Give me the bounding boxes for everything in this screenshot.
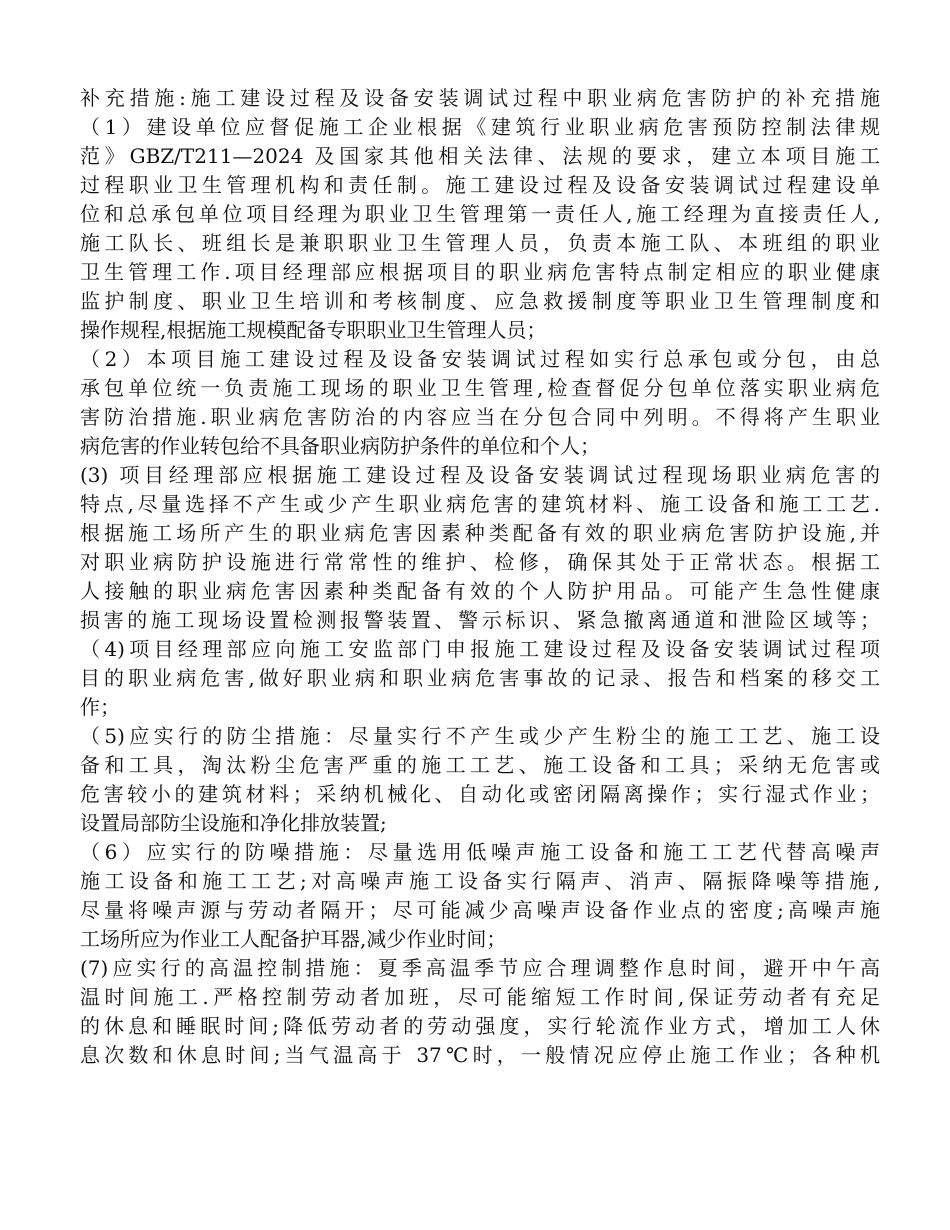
text-line: 施工设备和施工工艺;对高噪声施工设备实行隔声、消声、隔振降噪等措施, [80,869,880,893]
text-line: 损害的施工现场设置检测报警装置、警示标识、紧急撤离通道和泄险区域等； [80,608,880,632]
text-line: 息次数和休息时间;当气温高于 37℃时，一般情况应停止施工作业；各种机 [80,1043,880,1067]
text-line: 范》GBZ/T211—2024 及国家其他相关法律、法规的要求，建立本项目施工 [80,144,880,168]
text-line: 补充措施:施工建设过程及设备安装调试过程中职业病危害防护的补充措施 [80,86,880,110]
text-line: （4)项目经理部应向施工安监部门申报施工建设过程及设备安装调试过程项 [80,637,880,661]
text-line: 人接触的职业病危害因素种类配备有效的个人防护用品。可能产生急性健康 [80,579,880,603]
text-line: 监护制度、职业卫生培训和考核制度、应急救援制度等职业卫生管理制度和 [80,289,880,313]
text-line: 的休息和睡眠时间;降低劳动者的劳动强度，实行轮流作业方式，增加工人休 [80,1014,880,1038]
text-line: 备和工具，淘汰粉尘危害严重的施工工艺、施工设备和工具；采纳无危害或 [80,753,880,777]
text-line: 目的职业病危害,做好职业病和职业病危害事故的记录、报告和档案的移交工 [80,666,880,690]
text-line: （5)应实行的防尘措施：尽量实行不产生或少产生粉尘的施工工艺、施工设 [80,724,880,748]
text-line: 病危害的作业转包给不具备职业病防护条件的单位和个人； [80,434,600,458]
text-line: 过程职业卫生管理机构和责任制。施工建设过程及设备安装调试过程建设单 [80,173,880,197]
text-line: 对职业病防护设施进行常常性的维护、检修，确保其处于正常状态。根据工 [80,550,880,574]
document-body [80,84,880,1070]
text-line: 设置局部防尘设施和净化排放装置; [80,811,387,835]
text-line: 危害较小的建筑材料；采纳机械化、自动化或密闭隔离操作；实行湿式作业； [80,782,880,806]
text-line: 根据施工场所产生的职业病危害因素种类配备有效的职业病危害防护设施,并 [80,521,880,545]
text-line: （2）本项目施工建设过程及设备安装调试过程如实行总承包或分包，由总 [80,347,880,371]
text-line: （1）建设单位应督促施工企业根据《建筑行业职业病危害预防控制法律规 [80,115,880,139]
text-line: （6）应实行的防噪措施：尽量选用低噪声施工设备和施工工艺代替高噪声 [80,840,880,864]
text-line: 工场所应为作业工人配备护耳器,减少作业时间； [80,927,507,951]
text-line: (7)应实行的高温控制措施：夏季高温季节应合理调整作息时间，避开中午高 [80,956,880,980]
text-line: (3) 项目经理部应根据施工建设过程及设备安装调试过程现场职业病危害的 [80,463,880,487]
text-line: 位和总承包单位项目经理为职业卫生管理第一责任人,施工经理为直接责任人, [80,202,880,226]
text-line: 害防治措施.职业病危害防治的内容应当在分包合同中列明。不得将产生职业 [80,405,880,429]
text-line: 特点,尽量选择不产生或少产生职业病危害的建筑材料、施工设备和施工工艺. [80,492,880,516]
text-line: 卫生管理工作.项目经理部应根据项目的职业病危害特点制定相应的职业健康 [80,260,880,284]
text-line: 温时间施工.严格控制劳动者加班，尽可能缩短工作时间,保证劳动者有充足 [80,985,880,1009]
text-line: 尽量将噪声源与劳动者隔开；尽可能减少高噪声设备作业点的密度;高噪声施 [80,898,880,922]
text-line: 施工队长、班组长是兼职职业卫生管理人员，负责本施工队、本班组的职业 [80,231,880,255]
text-line: 操作规程,根据施工规模配备专职职业卫生管理人员； [80,318,547,342]
text-line: 作； [80,695,120,719]
text-line: 承包单位统一负责施工现场的职业卫生管理,检查督促分包单位落实职业病危 [80,376,880,400]
